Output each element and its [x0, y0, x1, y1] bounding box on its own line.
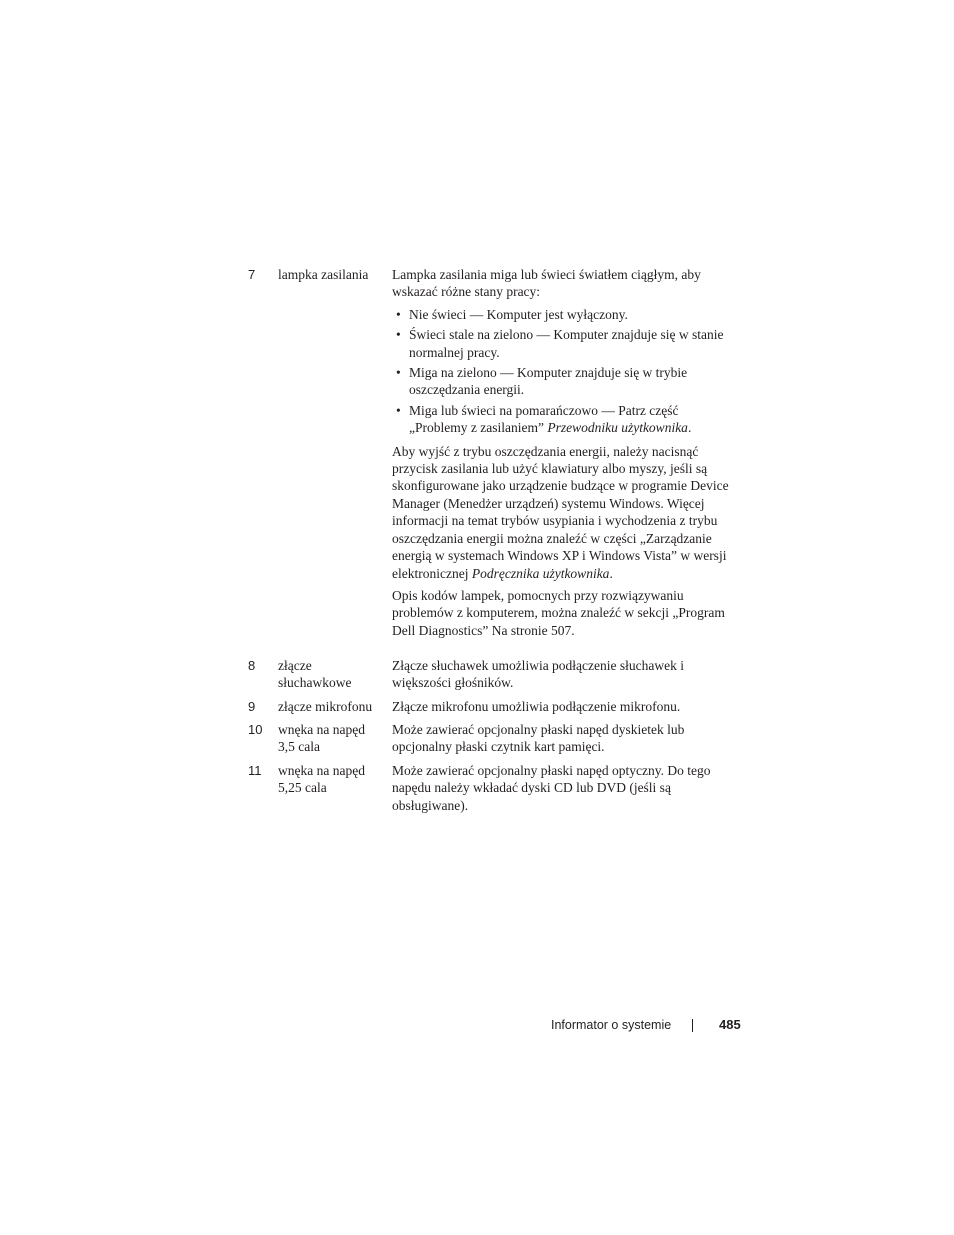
item-name: złącze mikrofonu: [278, 699, 373, 714]
manual-reference: Podręcznika użytkownika: [471, 565, 610, 581]
description-paragraph: Opis kodów lampek, pomocnych przy rozwiązywaniu problemów z komputerem, można znaleźć w sekcji „Program Dell Diagnostics” Na stronie 507.: [392, 587, 725, 638]
row-number: 11: [248, 763, 262, 778]
item-description: Złącze mikrofonu umożliwia podłączenie mikrofonu.: [392, 699, 681, 714]
item-description: [392, 266, 737, 644]
item-description: Może zawierać opcjonalny płaski napęd optyczny. Do tego napędu należy wkładać dyski CD lub DVD (jeśli są obsługiwane).: [392, 763, 711, 813]
row-number: 7: [248, 267, 256, 282]
list-item-end: .: [687, 420, 692, 436]
manual-reference: Przewodniku użytkownika: [547, 420, 688, 436]
list-item: • Świeci stale na zielono — Komputer znajduje się w stanie normalnej pracy.: [392, 326, 737, 361]
item-description: Może zawierać opcjonalny płaski napęd dyskietek lub opcjonalny płaski czytnik kart pamięci.: [392, 722, 685, 755]
row-number: 9: [248, 699, 256, 714]
description-paragraph: [392, 443, 737, 582]
footer-divider: [692, 1019, 693, 1032]
list-item: • Miga na zielono — Komputer znajduje się w trybie oszczędzania energii.: [392, 364, 737, 399]
item-name: lampka zasilania: [278, 267, 369, 282]
row-number: 8: [248, 658, 256, 673]
item-description: Złącze słuchawek umożliwia podłączenie słuchawek i większości głośników.: [392, 658, 684, 691]
paragraph-text: Aby wyjść z trybu oszczędzania energii, należy nacisnąć przycisk zasilania lub użyć klawiatury albo myszy, jeśli są skonfigurowane jako urządzenie budzące w programie Device Manager (Menedżer urządzeń) systemu Windows. Więcej informacji na temat trybów usypiania i wychodzenia z trybu oszczędzania energii można znaleźć w części „Zarządzanie energią w systemach Windows XP i Windows Vista” w wersji elektronicznej: [392, 443, 729, 581]
item-name: wnęka na napęd 3,5 cala: [278, 722, 365, 754]
page-footer: [0, 1016, 954, 1036]
row-number: 10: [248, 722, 263, 737]
page-number: 485: [719, 1017, 741, 1032]
footer-title: Informator o systemie: [551, 1018, 672, 1032]
item-name: złącze słuchawkowe: [278, 658, 352, 690]
list-item: • Nie świeci — Komputer jest wyłączony.: [392, 306, 737, 323]
item-name: wnęka na napęd 5,25 cala: [278, 763, 365, 795]
paragraph-end: .: [609, 565, 613, 581]
list-item: [392, 402, 737, 437]
description-paragraph: Lampka zasilania miga lub świeci światłem ciągłym, aby wskazać różne stany pracy:: [392, 267, 701, 300]
list-item-text: Miga lub świeci na pomarańczowo — Patrz część „Problemy z zasilaniem”: [409, 402, 679, 436]
state-list: [392, 306, 737, 437]
